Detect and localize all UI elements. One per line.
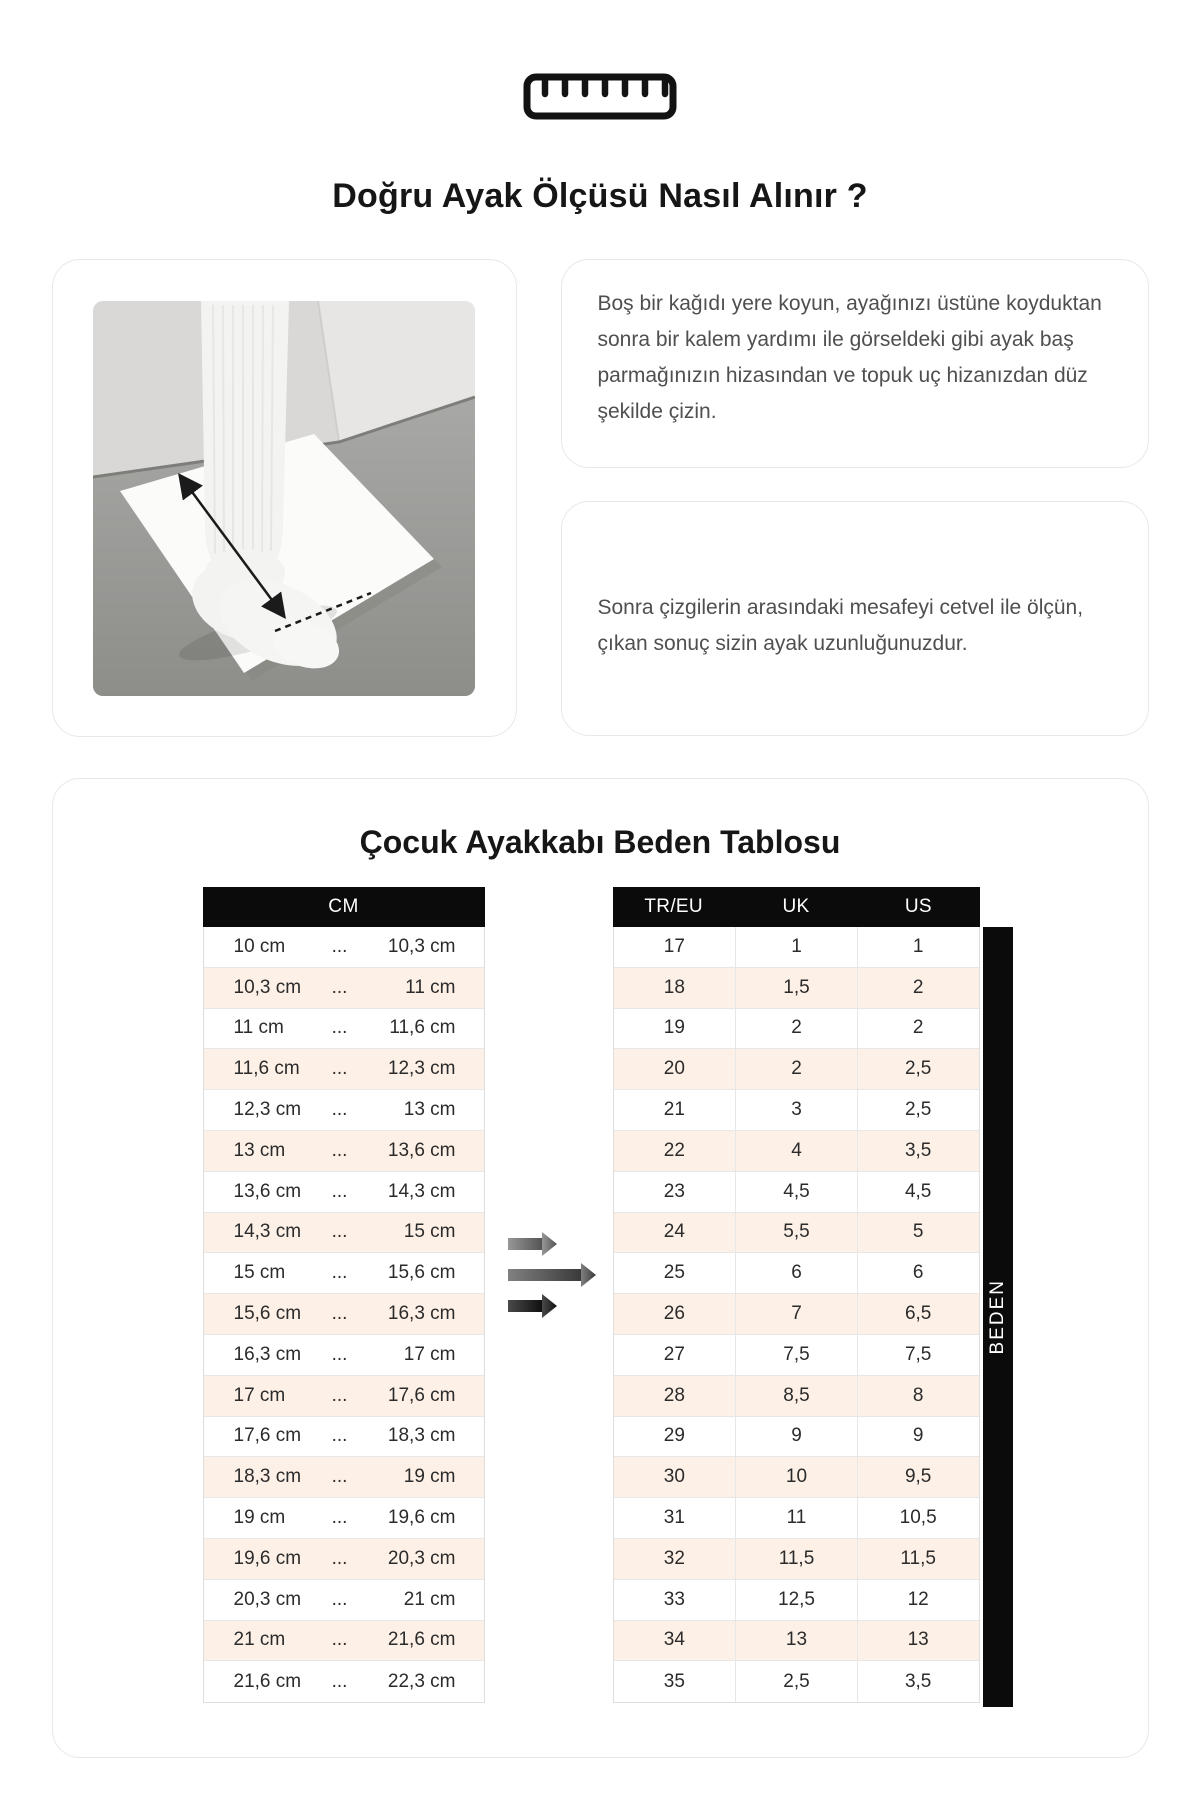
size-tr-eu: 20 (663, 1058, 685, 1080)
size-uk: 6 (735, 1253, 857, 1293)
conversion-table-header (613, 887, 980, 927)
cm-table-row (204, 1172, 484, 1213)
cm-range-separator: ... (331, 1221, 348, 1243)
instruction-text-column (561, 259, 1149, 737)
cm-range-from: 10 cm (233, 935, 286, 957)
size-us: 6 (857, 1253, 979, 1293)
conversion-table-row (614, 1621, 979, 1662)
size-conversion-table (613, 887, 980, 1703)
size-tr-eu: 25 (663, 1262, 685, 1284)
size-tr-eu: 29 (663, 1425, 685, 1447)
instruction-step-1: Boş bir kağıdı yere koyun, ayağınızı üstüne koyduktan sonra bir kalem yardımı ile görseldeki gibi ayak baş parmağınızın hizasından ve topuk uç hizanızdan düz şekilde çizin. (561, 259, 1149, 468)
size-us: 3,5 (857, 1661, 979, 1702)
cm-table (203, 887, 485, 1703)
size-tables-row (53, 887, 1148, 1707)
instructions-section (52, 259, 1149, 737)
size-uk: 2 (735, 1009, 857, 1049)
conversion-table-row (614, 1090, 979, 1131)
conversion-table-row (614, 1294, 979, 1335)
cm-range-to: 22,3 cm (387, 1670, 456, 1692)
cm-table-row (204, 1294, 484, 1335)
size-us: 2,5 (857, 1090, 979, 1130)
cm-table-row (204, 1009, 484, 1050)
cm-range-separator: ... (331, 1425, 348, 1447)
conversion-table-row (614, 1417, 979, 1458)
size-tr-eu: 18 (663, 976, 685, 998)
cm-range-from: 15,6 cm (233, 1303, 302, 1325)
size-tr-eu: 35 (663, 1670, 685, 1692)
size-us: 6,5 (857, 1294, 979, 1334)
size-tr-eu: 30 (663, 1466, 685, 1488)
size-us: 1 (857, 927, 979, 967)
size-uk: 1 (735, 927, 857, 967)
cm-table-row (204, 1498, 484, 1539)
cm-range-separator: ... (331, 1343, 348, 1365)
ruler-icon (523, 73, 677, 125)
cm-range-from: 13,6 cm (233, 1180, 302, 1202)
size-us: 12 (857, 1580, 979, 1620)
cm-range-from: 17 cm (233, 1384, 286, 1406)
size-tr-eu: 34 (663, 1629, 685, 1651)
size-us: 5 (857, 1213, 979, 1253)
cm-range-from: 20,3 cm (233, 1588, 302, 1610)
cm-table-row (204, 1539, 484, 1580)
cm-range-to: 13,6 cm (387, 1139, 456, 1161)
cm-range-separator: ... (331, 1017, 348, 1039)
cm-table-row (204, 1253, 484, 1294)
conversion-table-row (614, 1661, 979, 1702)
size-uk: 1,5 (735, 968, 857, 1008)
cm-range-separator: ... (331, 1547, 348, 1569)
cm-range-from: 16,3 cm (233, 1343, 302, 1365)
cm-range-from: 21 cm (233, 1629, 286, 1651)
size-uk: 4 (735, 1131, 857, 1171)
cm-table-row (204, 968, 484, 1009)
size-us: 2 (857, 968, 979, 1008)
cm-range-to: 19,6 cm (387, 1507, 456, 1529)
size-uk: 12,5 (735, 1580, 857, 1620)
header-uk: UK (782, 896, 810, 917)
cm-range-separator: ... (331, 1507, 348, 1529)
size-uk: 5,5 (735, 1213, 857, 1253)
cm-table-row (204, 1457, 484, 1498)
size-uk: 4,5 (735, 1172, 857, 1212)
cm-table-row (204, 1417, 484, 1458)
cm-range-separator: ... (331, 1384, 348, 1406)
cm-range-to: 14,3 cm (387, 1180, 456, 1202)
foot-measurement-photo (93, 301, 475, 696)
conversion-table-row (614, 1172, 979, 1213)
cm-range-separator: ... (331, 1180, 348, 1202)
size-us: 10,5 (857, 1498, 979, 1538)
cm-range-to: 17,6 cm (387, 1384, 456, 1406)
cm-range-separator: ... (331, 1262, 348, 1284)
conversion-table-row (614, 927, 979, 968)
cm-range-to: 15,6 cm (387, 1262, 456, 1284)
size-uk: 10 (735, 1457, 857, 1497)
cm-table-row (204, 927, 484, 968)
cm-range-separator: ... (331, 1139, 348, 1161)
size-uk: 7 (735, 1294, 857, 1334)
instruction-step-2: Sonra çizgilerin arasındaki mesafeyi cetvel ile ölçün, çıkan sonuç sizin ayak uzunluğunuzdur. (561, 501, 1149, 736)
size-tr-eu: 26 (663, 1303, 685, 1325)
cm-range-to: 13 cm (403, 1099, 456, 1121)
size-tr-eu: 19 (663, 1017, 685, 1039)
cm-range-to: 15 cm (403, 1221, 456, 1243)
cm-range-from: 14,3 cm (233, 1221, 302, 1243)
cm-range-from: 10,3 cm (233, 976, 302, 998)
size-uk: 11,5 (735, 1539, 857, 1579)
cm-range-from: 21,6 cm (233, 1670, 302, 1692)
size-uk: 13 (735, 1621, 857, 1661)
header-tr-eu: TR/EU (644, 896, 703, 917)
cm-range-to: 20,3 cm (387, 1547, 456, 1569)
size-us: 4,5 (857, 1172, 979, 1212)
size-uk: 8,5 (735, 1376, 857, 1416)
conversion-table-row (614, 1213, 979, 1254)
conversion-table-row (614, 1376, 979, 1417)
cm-table-row (204, 1661, 484, 1702)
size-tr-eu: 24 (663, 1221, 685, 1243)
cm-range-to: 21,6 cm (387, 1629, 456, 1651)
size-tr-eu: 17 (663, 935, 685, 957)
cm-table-row (204, 1376, 484, 1417)
cm-range-separator: ... (331, 1629, 348, 1651)
cm-range-separator: ... (331, 976, 348, 998)
size-us: 7,5 (857, 1335, 979, 1375)
size-us: 2 (857, 1009, 979, 1049)
size-uk: 2 (735, 1049, 857, 1089)
cm-range-from: 12,3 cm (233, 1099, 302, 1121)
size-tr-eu: 32 (663, 1547, 685, 1569)
measurement-photo-card (52, 259, 517, 737)
size-us: 3,5 (857, 1131, 979, 1171)
conversion-table-row (614, 1131, 979, 1172)
size-tr-eu: 22 (663, 1139, 685, 1161)
cm-range-to: 17 cm (403, 1343, 456, 1365)
beden-label: BEDEN (986, 1279, 1008, 1355)
cm-range-from: 11,6 cm (233, 1058, 300, 1080)
size-uk: 11 (735, 1498, 857, 1538)
cm-range-from: 17,6 cm (233, 1425, 302, 1447)
size-us: 11,5 (857, 1539, 979, 1579)
conversion-table-row (614, 968, 979, 1009)
size-tr-eu: 28 (663, 1384, 685, 1406)
size-us: 13 (857, 1621, 979, 1661)
cm-range-to: 18,3 cm (387, 1425, 456, 1447)
size-us: 9 (857, 1417, 979, 1457)
size-tr-eu: 33 (663, 1588, 685, 1610)
cm-range-separator: ... (331, 1099, 348, 1121)
conversion-table-row (614, 1580, 979, 1621)
size-tr-eu: 21 (663, 1099, 685, 1121)
cm-table-row (204, 1090, 484, 1131)
cm-table-row (204, 1580, 484, 1621)
cm-range-to: 11,6 cm (389, 1017, 456, 1039)
cm-range-from: 19,6 cm (233, 1547, 302, 1569)
cm-range-separator: ... (331, 1058, 348, 1080)
size-table-card (52, 778, 1149, 1758)
cm-table-header: CM (203, 887, 485, 927)
cm-range-from: 13 cm (233, 1139, 286, 1161)
cm-table-row (204, 1131, 484, 1172)
cm-range-to: 11 cm (405, 976, 456, 998)
cm-range-to: 21 cm (403, 1588, 456, 1610)
size-table-title: Çocuk Ayakkabı Beden Tablosu (359, 824, 841, 860)
arrows-icon (508, 1232, 598, 1322)
header-us: US (904, 896, 932, 917)
size-tr-eu: 23 (663, 1180, 685, 1202)
size-tr-eu: 27 (663, 1343, 685, 1365)
cm-range-from: 19 cm (233, 1507, 286, 1529)
cm-range-separator: ... (331, 1466, 348, 1488)
conversion-table-row (614, 1335, 979, 1376)
cm-table-row (204, 1049, 484, 1090)
cm-range-to: 19 cm (403, 1466, 456, 1488)
size-us: 8 (857, 1376, 979, 1416)
conversion-table-body (613, 927, 980, 1703)
cm-range-to: 16,3 cm (387, 1303, 456, 1325)
size-us: 2,5 (857, 1049, 979, 1089)
conversion-table-row (614, 1539, 979, 1580)
cm-range-separator: ... (331, 1588, 348, 1610)
cm-range-separator: ... (331, 1670, 348, 1692)
conversion-table-row (614, 1457, 979, 1498)
cm-table-body (203, 927, 485, 1703)
size-uk: 3 (735, 1090, 857, 1130)
beden-side-bar (983, 927, 1013, 1707)
cm-table-row (204, 1335, 484, 1376)
cm-range-separator: ... (331, 1303, 348, 1325)
conversion-table-row (614, 1009, 979, 1050)
size-tr-eu: 31 (663, 1507, 685, 1529)
cm-range-from: 15 cm (233, 1262, 286, 1284)
size-uk: 7,5 (735, 1335, 857, 1375)
cm-table-row (204, 1213, 484, 1254)
size-us: 9,5 (857, 1457, 979, 1497)
cm-table-row (204, 1621, 484, 1662)
cm-range-to: 10,3 cm (387, 935, 456, 957)
cm-range-separator: ... (331, 935, 348, 957)
conversion-table-row (614, 1498, 979, 1539)
cm-range-from: 11 cm (233, 1017, 284, 1039)
conversion-table-row (614, 1049, 979, 1090)
size-uk: 9 (735, 1417, 857, 1457)
size-uk: 2,5 (735, 1661, 857, 1702)
page-title: Doğru Ayak Ölçüsü Nasıl Alınır ? (332, 177, 868, 215)
cm-range-from: 18,3 cm (233, 1466, 302, 1488)
cm-range-to: 12,3 cm (387, 1058, 456, 1080)
conversion-table-row (614, 1253, 979, 1294)
